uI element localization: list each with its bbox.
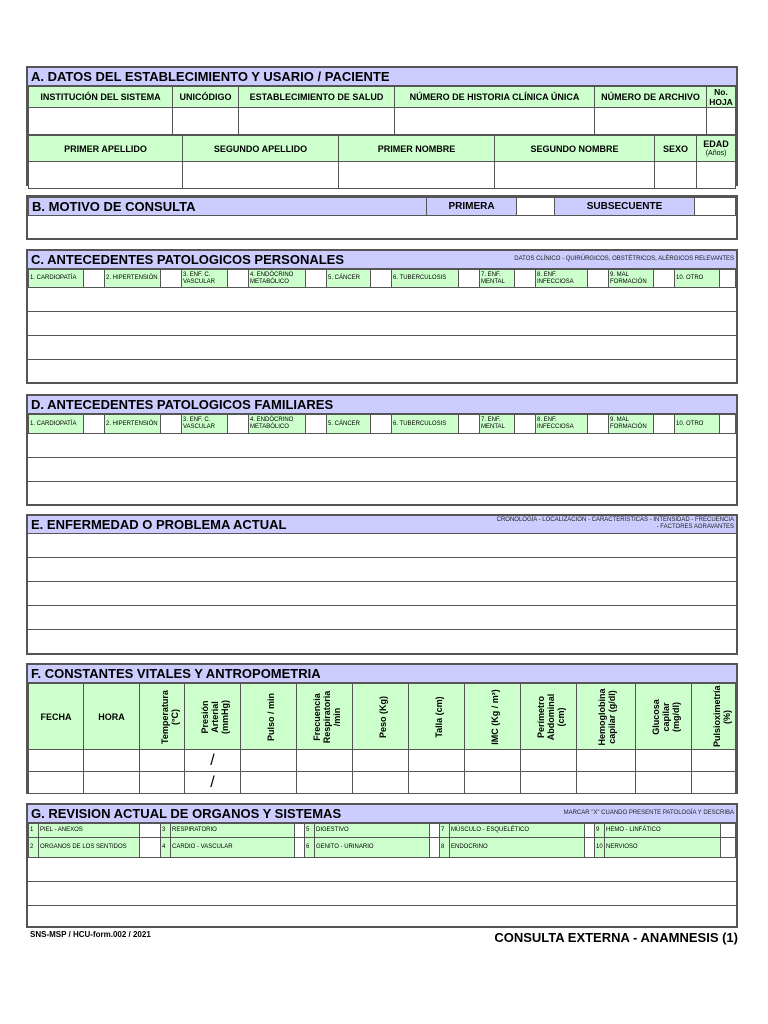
section-c-title	[28, 251, 736, 269]
g-item-piel: PIEL - ANEXOS	[39, 824, 140, 838]
header-institucion: INSTITUCIÓN DEL SISTEMA	[29, 87, 173, 108]
d-item-5: 5. CÁNCER	[327, 415, 371, 434]
e-line-1[interactable]	[28, 534, 736, 558]
edad-unit: (Años)	[705, 149, 727, 157]
header-segundo-apellido: SEGUNDO APELLIDO	[183, 136, 339, 162]
peso-label: Peso (Kg)	[378, 695, 388, 738]
temperatura-field-1[interactable]	[140, 750, 185, 772]
c-item-4: 4. ENDÓCRINO METABÓLICO	[249, 270, 306, 288]
d-check-10[interactable]	[720, 415, 736, 434]
subsecuente-checkbox[interactable]	[695, 198, 736, 216]
temperatura-field-2[interactable]	[140, 772, 185, 794]
section-c-title-text: C. ANTECEDENTES PATOLOGICOS PERSONALES	[31, 252, 344, 267]
e-description-lines	[28, 534, 736, 654]
e-line-5[interactable]	[28, 630, 736, 654]
header-presion	[185, 684, 241, 750]
presion-label: Presión Arterial (mmHg)	[200, 699, 230, 734]
section-b-title: B. MOTIVO DE CONSULTA	[29, 198, 427, 216]
form-title: CONSULTA EXTERNA - ANAMNESIS (1)	[494, 930, 738, 945]
d-item-4: 4. ENDÓCRINO METABÓLICO	[249, 415, 306, 434]
c-item-2: 2. HIPERTENSIÓN	[105, 270, 161, 288]
header-hora: HORA	[84, 684, 140, 750]
pulso-label: Pulso / min	[266, 692, 276, 741]
c-item-8: 8. ENF. INFECCIOSA	[536, 270, 588, 288]
segundo-nombre-field[interactable]	[495, 162, 655, 189]
hemoglobina-field-1[interactable]	[577, 750, 636, 772]
g-check-6[interactable]	[430, 838, 440, 858]
primer-apellido-field[interactable]	[29, 162, 183, 189]
d-line-2[interactable]	[28, 458, 736, 482]
g-line-3[interactable]	[28, 906, 736, 930]
glucosa-field-2[interactable]	[636, 772, 692, 794]
d-check-2[interactable]	[161, 415, 182, 434]
g-item-endocrino: ENDOCRINO	[450, 838, 585, 858]
c-check-3[interactable]	[228, 270, 249, 288]
primera-checkbox[interactable]	[517, 198, 555, 216]
g-item-musculo: MÚSCULO - ESQUELÉTICO	[450, 824, 585, 838]
g-check-2[interactable]	[140, 838, 161, 858]
patient-data-table	[28, 86, 736, 135]
section-e-note-line1: CRONOLOGÍA - LOCALIZACIÓN - CARACTERÍSTICAS - INTENSIDAD - FRECUENCIA	[496, 517, 734, 523]
peso-field-1[interactable]	[353, 750, 409, 772]
hora-field-2[interactable]	[84, 772, 140, 794]
imc-field-1[interactable]	[465, 750, 521, 772]
presion-field-2[interactable]: /	[185, 772, 241, 794]
c-check-4[interactable]	[306, 270, 327, 288]
g-description-lines	[28, 858, 736, 930]
sexo-field[interactable]	[655, 162, 697, 189]
section-c-note: DATOS CLÍNICO - QUIRÚRGICOS, OBSTÉTRICOS, ALÉRGICOS RELEVANTES	[514, 256, 734, 262]
c-check-6[interactable]	[459, 270, 480, 288]
c-item-3: 3. ENF. C. VASCULAR	[182, 270, 228, 288]
header-no-hoja: No. HOJA	[707, 87, 736, 108]
header-temperatura	[140, 684, 185, 750]
establecimiento-field[interactable]	[239, 108, 395, 135]
header-historia-clinica: NÚMERO DE HISTORIA CLÍNICA ÚNICA	[395, 87, 595, 108]
d-check-6[interactable]	[459, 415, 480, 434]
personal-history-checklist	[28, 269, 736, 288]
c-item-9: 9. MAL FORMACIÓN	[609, 270, 654, 288]
section-g	[26, 803, 738, 928]
d-line-1[interactable]	[28, 434, 736, 458]
frecuencia-field-2[interactable]	[297, 772, 353, 794]
patient-name-table	[28, 135, 736, 189]
g-num-7: 7	[440, 824, 450, 838]
institucion-field[interactable]	[29, 108, 173, 135]
g-line-2[interactable]	[28, 882, 736, 906]
c-check-1[interactable]	[84, 270, 105, 288]
talla-field-2[interactable]	[409, 772, 465, 794]
e-line-2[interactable]	[28, 558, 736, 582]
historia-clinica-field[interactable]	[395, 108, 595, 135]
d-item-6: 6. TUBERCULOSIS	[392, 415, 459, 434]
frecuencia-field-1[interactable]	[297, 750, 353, 772]
g-num-6: 6	[305, 838, 315, 858]
g-item-sentidos: ORGANOS DE LOS SENTIDOS	[39, 838, 140, 858]
section-c	[26, 249, 738, 384]
g-check-4[interactable]	[295, 838, 305, 858]
g-check-3[interactable]	[295, 824, 305, 838]
motivo-field[interactable]	[28, 216, 736, 239]
section-d	[26, 394, 738, 506]
family-history-checklist	[28, 414, 736, 434]
header-pulso	[241, 684, 297, 750]
d-check-1[interactable]	[84, 415, 105, 434]
d-line-3[interactable]	[28, 482, 736, 506]
c-item-5: 5. CÁNCER	[327, 270, 371, 288]
g-item-genito: GENITO - URINARIO	[315, 838, 430, 858]
d-item-8: 8. ENF. INFECCIOSA	[536, 415, 588, 434]
talla-label: Talla (cm)	[434, 695, 444, 738]
d-item-10: 10. OTRO	[675, 415, 720, 434]
g-line-1[interactable]	[28, 858, 736, 882]
perimetro-field-2[interactable]	[521, 772, 577, 794]
header-edad	[697, 136, 736, 162]
fecha-field-2[interactable]	[29, 772, 84, 794]
glucosa-field-1[interactable]	[636, 750, 692, 772]
g-item-digestivo: DIGESTIVO	[315, 824, 430, 838]
section-a-title: A. DATOS DEL ESTABLECIMIENTO Y USARIO / PACIENTE	[28, 68, 736, 86]
c-check-10[interactable]	[720, 270, 736, 288]
d-check-4[interactable]	[306, 415, 327, 434]
archivo-field[interactable]	[595, 108, 707, 135]
section-e-note	[497, 517, 734, 531]
g-check-9[interactable]	[721, 824, 736, 838]
g-num-1: 1	[29, 824, 39, 838]
section-a	[26, 66, 738, 186]
header-pulsioximetria	[692, 684, 736, 750]
header-frecuencia	[297, 684, 353, 750]
g-num-5: 5	[305, 824, 315, 838]
header-primer-apellido: PRIMER APELLIDO	[29, 136, 183, 162]
edad-field[interactable]	[697, 162, 736, 189]
d-item-9: 9. MAL FORMACIÓN	[609, 415, 654, 434]
temperatura-label: Temperatura (°C)	[160, 689, 180, 744]
section-e	[26, 514, 738, 655]
c-line-1[interactable]	[28, 288, 736, 312]
d-description-lines	[28, 434, 736, 506]
peso-field-2[interactable]	[353, 772, 409, 794]
section-e-title-text: E. ENFERMEDAD O PROBLEMA ACTUAL	[31, 517, 287, 532]
section-e-title	[28, 516, 736, 534]
d-check-9[interactable]	[654, 415, 675, 434]
pulsioximetria-label: Pulsioximetría (%)	[712, 684, 732, 747]
d-check-8[interactable]	[588, 415, 609, 434]
g-check-1[interactable]	[140, 824, 161, 838]
d-item-7: 7. ENF. MENTAL	[480, 415, 515, 434]
edad-label: EDAD	[703, 138, 729, 149]
c-item-1: 1. CARDIOPATÍA	[29, 270, 84, 288]
presion-field-1[interactable]: /	[185, 750, 241, 772]
section-f	[26, 663, 738, 794]
d-item-3: 3. ENF. C. VASCULAR	[182, 415, 228, 434]
c-check-7[interactable]	[515, 270, 536, 288]
g-item-cardio: CARDIO - VASCULAR	[171, 838, 295, 858]
perimetro-label: Perímetro Abdominal (cm)	[536, 693, 566, 740]
pulso-field-1[interactable]	[241, 750, 297, 772]
section-d-title: D. ANTECEDENTES PATOLOGICOS FAMILIARES	[28, 396, 736, 414]
d-check-5[interactable]	[371, 415, 392, 434]
g-check-8[interactable]	[585, 838, 595, 858]
vital-signs-table	[28, 683, 736, 794]
header-talla	[409, 684, 465, 750]
c-check-5[interactable]	[371, 270, 392, 288]
section-g-note: MARCAR "X" CUANDO PRESENTE PATOLOGÍA Y DESCRIBA	[563, 810, 734, 816]
c-line-2[interactable]	[28, 312, 736, 336]
glucosa-label: Glucosa capilar (mg/dl)	[651, 698, 681, 735]
c-item-7: 7. ENF. MENTAL	[480, 270, 515, 288]
form-code: SNS-MSP / HCU-form.002 / 2021	[30, 930, 151, 939]
header-segundo-nombre: SEGUNDO NOMBRE	[495, 136, 655, 162]
c-line-3[interactable]	[28, 336, 736, 360]
e-line-4[interactable]	[28, 606, 736, 630]
segundo-apellido-field[interactable]	[183, 162, 339, 189]
header-archivo: NÚMERO DE ARCHIVO	[595, 87, 707, 108]
motivo-header-table	[28, 197, 736, 216]
systems-review-checklist	[28, 823, 736, 858]
d-check-3[interactable]	[228, 415, 249, 434]
header-unicodigo: UNICÓDIGO	[173, 87, 239, 108]
imc-field-2[interactable]	[465, 772, 521, 794]
no-hoja-field[interactable]	[707, 108, 736, 135]
header-hemoglobina	[577, 684, 636, 750]
g-num-10: 10	[595, 838, 605, 858]
section-f-title: F. CONSTANTES VITALES Y ANTROPOMETRIA	[28, 665, 736, 683]
d-item-2: 2. HIPERTENSIÓN	[105, 415, 161, 434]
g-check-7[interactable]	[585, 824, 595, 838]
g-num-8: 8	[440, 838, 450, 858]
d-item-1: 1. CARDIOPATÍA	[29, 415, 84, 434]
imc-label: IMC (Kg / m²)	[490, 688, 500, 745]
g-num-3: 3	[161, 824, 171, 838]
g-item-nervioso: NERVIOSO	[605, 838, 721, 858]
pulso-field-2[interactable]	[241, 772, 297, 794]
c-item-6: 6. TUBERCULOSIS	[392, 270, 459, 288]
pulsioximetria-field-1[interactable]	[692, 750, 736, 772]
c-check-8[interactable]	[588, 270, 609, 288]
header-sexo: SEXO	[655, 136, 697, 162]
g-item-hemo: HEMO - LINFÁTICO	[605, 824, 721, 838]
section-b	[26, 195, 738, 240]
hora-field-1[interactable]	[84, 750, 140, 772]
section-e-note-line2: - FACTORES AGRAVANTES	[656, 524, 734, 530]
unicodigo-field[interactable]	[173, 108, 239, 135]
header-peso	[353, 684, 409, 750]
g-num-9: 9	[595, 824, 605, 838]
section-g-title-text: G. REVISION ACTUAL DE ORGANOS Y SISTEMAS	[31, 806, 342, 821]
header-primer-nombre: PRIMER NOMBRE	[339, 136, 495, 162]
c-item-10: 10. OTRO	[675, 270, 720, 288]
hemoglobina-field-2[interactable]	[577, 772, 636, 794]
talla-field-1[interactable]	[409, 750, 465, 772]
d-check-7[interactable]	[515, 415, 536, 434]
c-description-lines	[28, 288, 736, 384]
c-check-9[interactable]	[654, 270, 675, 288]
header-fecha: FECHA	[29, 684, 84, 750]
section-g-title	[28, 805, 736, 823]
c-line-4[interactable]	[28, 360, 736, 384]
header-perimetro	[521, 684, 577, 750]
g-num-4: 4	[161, 838, 171, 858]
g-check-10[interactable]	[721, 838, 736, 858]
perimetro-field-1[interactable]	[521, 750, 577, 772]
subsecuente-label: SUBSECUENTE	[555, 198, 695, 216]
primer-nombre-field[interactable]	[339, 162, 495, 189]
header-glucosa	[636, 684, 692, 750]
g-item-respiratorio: RESPIRATORIO	[171, 824, 295, 838]
g-check-5[interactable]	[430, 824, 440, 838]
hemoglobina-label: Hemoglobina capilar (g/dl)	[597, 688, 617, 746]
pulsioximetria-field-2[interactable]	[692, 772, 736, 794]
header-imc	[465, 684, 521, 750]
fecha-field-1[interactable]	[29, 750, 84, 772]
e-line-3[interactable]	[28, 582, 736, 606]
primera-label: PRIMERA	[427, 198, 517, 216]
g-num-2: 2	[29, 838, 39, 858]
c-check-2[interactable]	[161, 270, 182, 288]
frecuencia-label: Frecuencia Respiratoria /min	[312, 690, 342, 743]
header-establecimiento: ESTABLECIMIENTO DE SALUD	[239, 87, 395, 108]
